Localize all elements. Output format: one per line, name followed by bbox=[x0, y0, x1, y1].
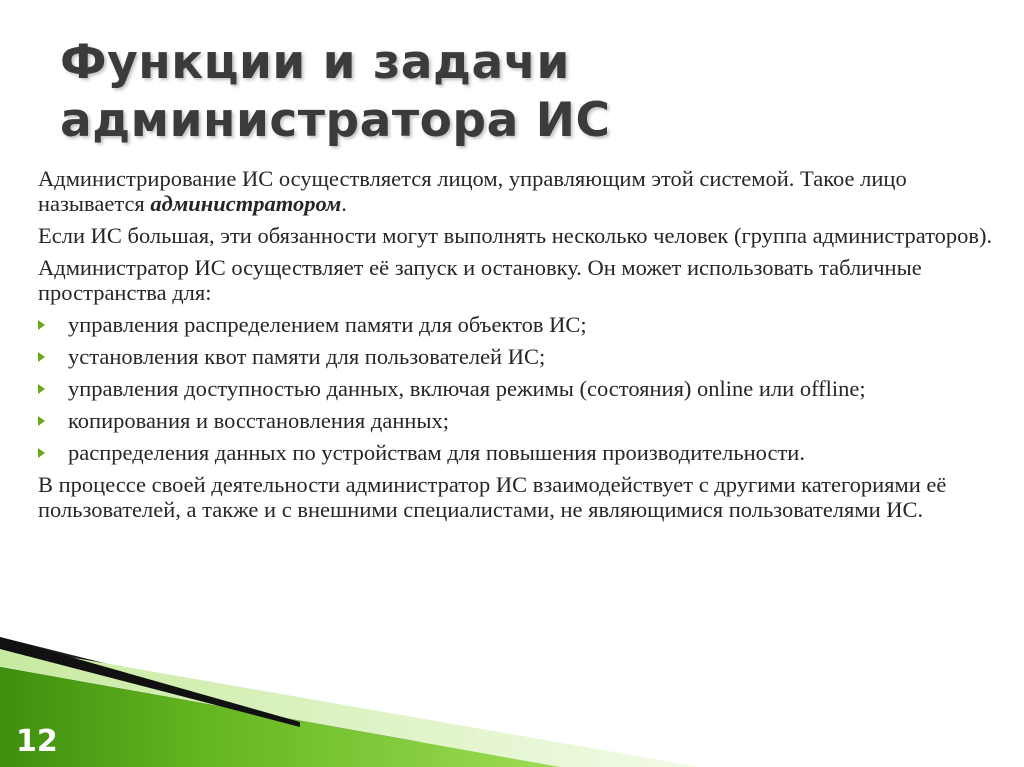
slide-body bbox=[38, 166, 998, 529]
list-item-text: распределения данных по устройствам для повышения производительности. bbox=[68, 440, 805, 465]
triangle-bullet-icon bbox=[38, 384, 45, 394]
triangle-bullet-icon bbox=[38, 352, 45, 362]
list-item bbox=[38, 344, 998, 369]
list-item bbox=[38, 376, 998, 401]
list-item-text: копирования и восстановления данных; bbox=[68, 408, 450, 433]
list-item-text: управления доступностью данных, включая режимы (состояния) online или offline; bbox=[68, 376, 866, 401]
list-item bbox=[38, 440, 998, 465]
paragraph-definition bbox=[38, 166, 998, 216]
emphasized-term: администратором bbox=[150, 191, 342, 216]
list-item-text: установления квот памяти для пользователей ИС; bbox=[68, 344, 546, 369]
list-item-text: управления распределением памяти для объектов ИС; bbox=[68, 312, 587, 337]
triangle-bullet-icon bbox=[38, 448, 45, 458]
triangle-bullet-icon bbox=[38, 416, 45, 426]
slide-title: Функции и задачи администратора ИС bbox=[60, 35, 611, 148]
paragraph-tablespaces: Администратор ИС осуществляет её запуск и остановку. Он может использовать табличные пространства для: bbox=[38, 255, 922, 305]
triangle-bullet-icon bbox=[38, 320, 45, 330]
page-number: 12 bbox=[16, 724, 58, 759]
list-item bbox=[38, 312, 998, 337]
paragraph-interaction: В процессе своей деятельности администратор ИС взаимодействует с другими категориями её пользователей, а также и с внешними специалистами, не являющимися пользователями ИС. bbox=[38, 472, 947, 522]
paragraph-text: Администрирование ИС осуществляется лицом, управляющим этой системой. Такое лицо называется bbox=[38, 166, 907, 216]
list-item bbox=[38, 408, 998, 433]
paragraph-group: Если ИС большая, эти обязанности могут выполнять несколько человек (группа администраторов). bbox=[38, 223, 993, 248]
green-swoosh-decoration bbox=[0, 627, 1024, 767]
paragraph-end: . bbox=[341, 191, 347, 216]
